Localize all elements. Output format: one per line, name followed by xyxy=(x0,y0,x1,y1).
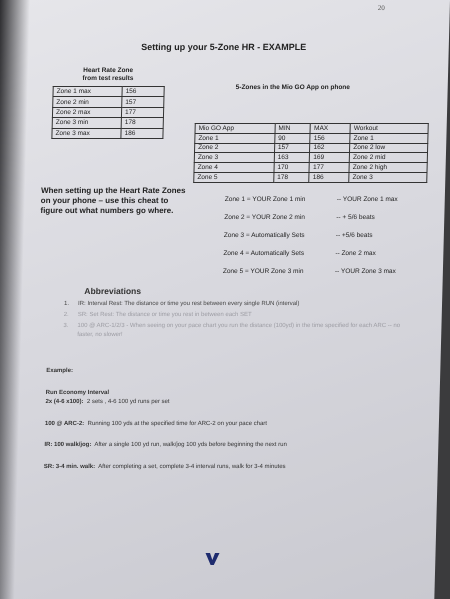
mio-table-cell: 90 xyxy=(275,133,311,143)
mapping-right: -- YOUR Zone 3 max xyxy=(334,268,396,275)
bpm-cell: 177 xyxy=(121,107,163,117)
mio-table-cell: 178 xyxy=(274,172,310,182)
mapping-row-3 xyxy=(224,232,373,239)
mio-table-row xyxy=(195,133,428,143)
sr-desc: After completing a set, complete 3-4 interval runs, walk for 3-4 minutes xyxy=(98,464,286,470)
zone-name-cell: Zone 3 min xyxy=(52,118,121,128)
cheat-instructions: When setting up the Heart Rate Zones on your phone – use this cheat to figure out what numbers go where. xyxy=(40,186,186,215)
ir-line xyxy=(44,442,287,448)
mio-table-cell: 177 xyxy=(309,163,349,173)
bpm-cell: 156 xyxy=(122,87,164,97)
mio-table-cell: Zone 5 xyxy=(194,172,274,182)
ir-desc: After a single 100 yd run, walk/jog 100 yds before beginning the next run xyxy=(94,442,287,448)
mio-table-label: 5-Zones in the Mio GO App on phone xyxy=(235,84,351,91)
mapping-right: -- + 5/6 beats xyxy=(336,214,375,221)
abbreviations-list xyxy=(63,300,404,342)
interval-line xyxy=(45,399,169,405)
page-shadow-edge xyxy=(0,0,30,599)
mio-table-cell: 170 xyxy=(274,163,310,173)
hr-table-label-line1: Heart Rate Zone xyxy=(83,67,134,74)
mio-table-row xyxy=(194,153,427,163)
example-label: Example: xyxy=(46,368,74,374)
mio-table-header: Workout xyxy=(350,124,428,134)
mapping-left: Zone 4 = Automatically Sets xyxy=(223,250,305,257)
mapping-row-4 xyxy=(223,250,376,257)
mio-table-cell: Zone 4 xyxy=(194,163,274,173)
abbreviation-number: 3. xyxy=(63,323,69,329)
page-title: Setting up your 5-Zone HR - EXAMPLE xyxy=(141,42,307,52)
mio-table-cell: Zone 2 mid xyxy=(349,153,427,163)
abbreviation-item xyxy=(64,311,404,320)
zone-name-cell: Zone 1 max xyxy=(53,87,122,97)
mio-table-cell: Zone 1 xyxy=(350,133,428,143)
mapping-right: -- Zone 2 max xyxy=(335,250,376,257)
sr-prefix: SR: 3-4 min. walk: xyxy=(43,464,96,470)
hr-table-row xyxy=(52,118,163,128)
mio-table-row xyxy=(194,143,427,153)
mio-zone-table xyxy=(193,123,429,183)
mapping-left: Zone 3 = Automatically Sets xyxy=(223,232,305,239)
mio-table-row xyxy=(194,163,427,173)
interval-prefix: 2x (4-6 x100): xyxy=(45,399,84,405)
zone-name-cell: Zone 3 max xyxy=(52,128,121,138)
mapping-row-5 xyxy=(223,268,396,275)
mio-table-header: Mio GO App xyxy=(195,124,275,134)
bpm-cell: 186 xyxy=(121,128,163,138)
hr-table-row xyxy=(52,107,163,117)
v-logo-icon xyxy=(205,553,219,565)
mio-table-cell: Zone 2 low xyxy=(350,143,428,153)
mapping-left: Zone 1 = YOUR Zone 1 min xyxy=(224,196,306,203)
mapping-right: -- +5/6 beats xyxy=(335,232,373,239)
mapping-row-2 xyxy=(224,214,375,221)
mio-table-header: MAX xyxy=(310,124,350,134)
hr-table-label xyxy=(53,67,163,83)
mio-table-cell: 163 xyxy=(274,153,310,163)
mapping-left: Zone 2 = YOUR Zone 2 min xyxy=(224,214,306,221)
mio-table-cell: Zone 1 xyxy=(195,133,275,143)
bpm-cell: 178 xyxy=(121,118,163,128)
abbreviation-item xyxy=(63,322,403,340)
bpm-cell: 157 xyxy=(122,97,164,107)
zone-name-cell: Zone 2 min xyxy=(53,97,122,107)
abbreviation-number: 2. xyxy=(63,312,69,318)
hr-table-row xyxy=(53,87,164,97)
mio-table-cell: 169 xyxy=(310,153,350,163)
abbreviations-heading: Abbreviations xyxy=(84,286,142,296)
mio-table-row xyxy=(194,172,427,182)
arc-prefix: 100 @ ARC-2: xyxy=(44,421,85,427)
mio-table-cell: Zone 3 xyxy=(194,153,274,163)
mio-table-cell: 162 xyxy=(310,143,350,153)
interval-desc: 2 sets , 4-6 100 yd runs per set xyxy=(86,399,170,405)
hr-table-label-line2: from test results xyxy=(82,75,134,82)
ir-prefix: IR: 100 walk/jog: xyxy=(44,442,92,448)
mapping-row-1 xyxy=(225,196,398,203)
arc-desc: Running 100 yds at the specified time for ARC-2 on your pace chart xyxy=(87,421,268,427)
hr-zone-table xyxy=(51,86,164,139)
abbreviation-text: 100 @ ARC-1/2/3 - When seeing on your pace chart you run the distance (100yd) in the time specified for each ARC -- no faster, no slower! xyxy=(77,323,401,338)
mio-table-header: MIN xyxy=(275,124,311,134)
abbreviation-text: IR: Interval Rest: The distance or time you rest between every single RUN (interval) xyxy=(77,301,300,307)
abbreviation-number: 1. xyxy=(63,301,70,307)
hr-table-row xyxy=(53,97,164,107)
mio-table-cell: Zone 2 xyxy=(194,143,274,153)
sr-line xyxy=(44,464,286,470)
mio-table-cell: 156 xyxy=(310,133,350,143)
abbreviation-text: SR: Set Rest: The distance or time you rest in between each SET xyxy=(77,312,252,318)
mapping-left: Zone 5 = YOUR Zone 3 min xyxy=(222,268,304,275)
mio-table-cell: 186 xyxy=(309,172,349,182)
interval-title: Run Economy Interval xyxy=(45,390,110,396)
abbreviation-item xyxy=(64,300,404,309)
arc-line xyxy=(45,421,267,427)
hr-table-row xyxy=(52,128,163,138)
mio-table-cell: 157 xyxy=(274,143,310,153)
mio-table-cell: Zone 3 xyxy=(349,172,427,182)
zone-name-cell: Zone 2 max xyxy=(52,107,121,117)
mapping-right: -- YOUR Zone 1 max xyxy=(336,196,398,203)
mio-table-cell: Zone 2 high xyxy=(349,163,427,173)
page-number: 20 xyxy=(377,4,385,12)
